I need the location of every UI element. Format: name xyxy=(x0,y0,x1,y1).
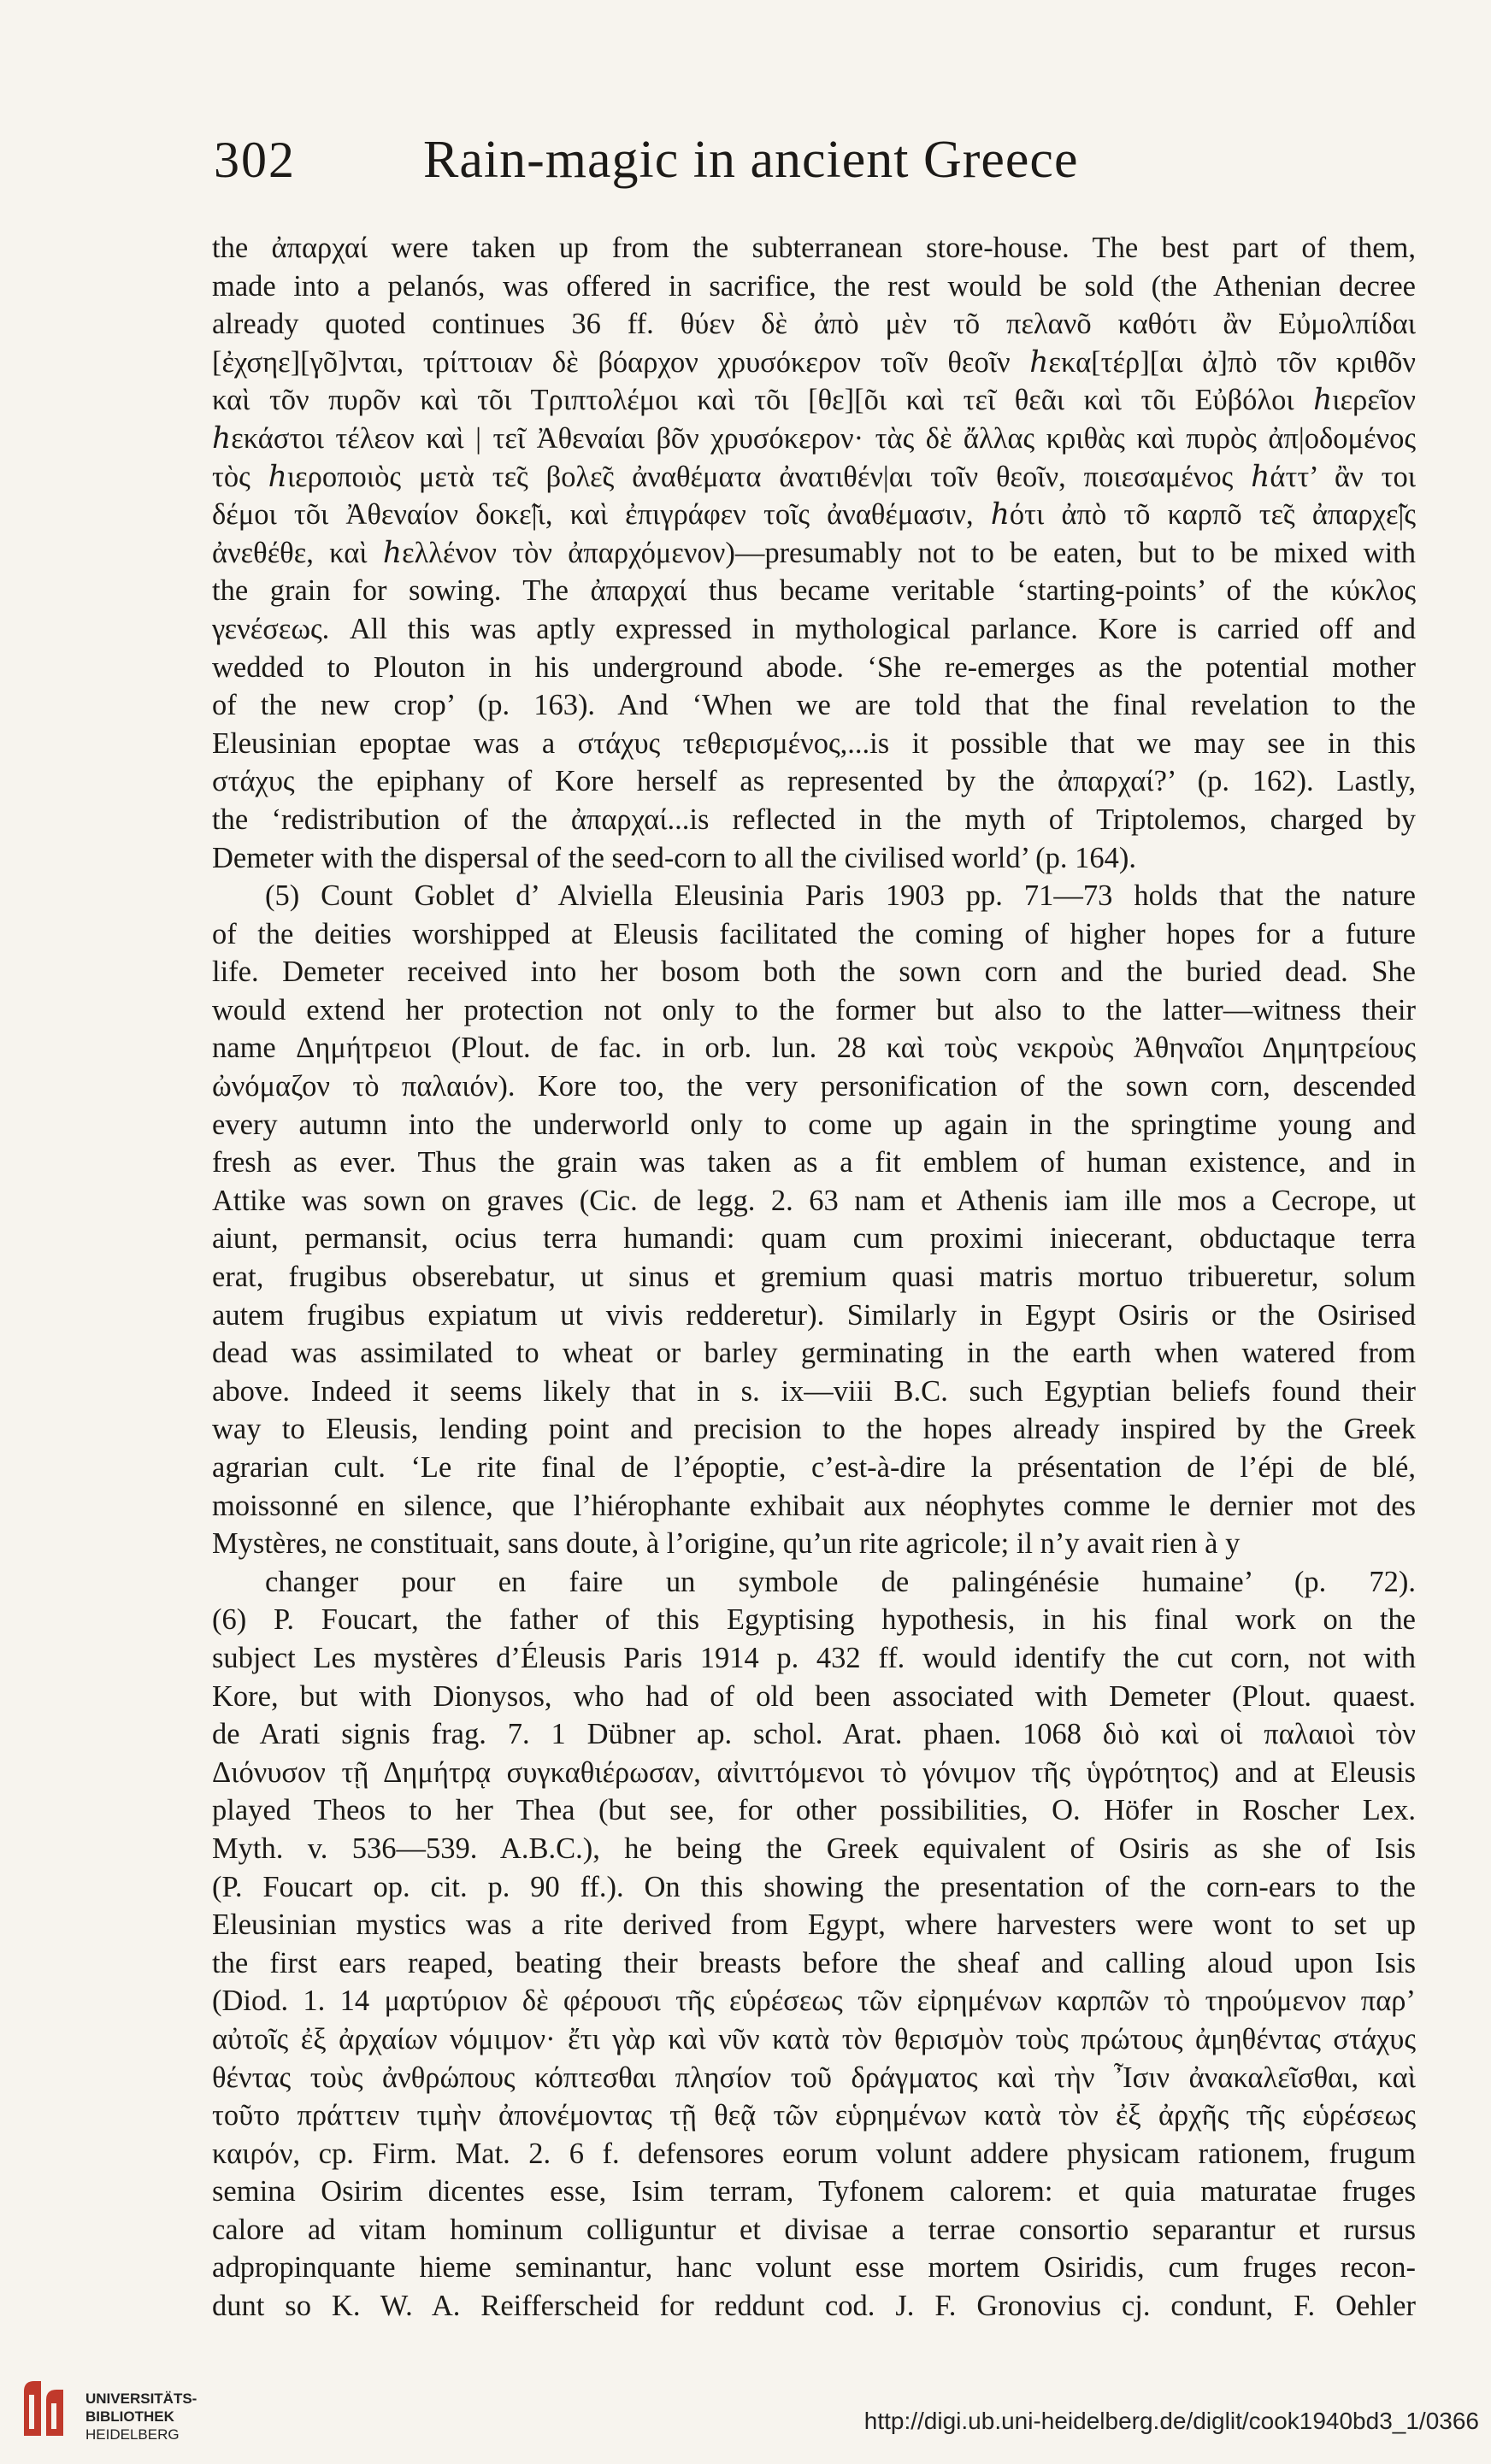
text-line: δέμοι τõι Ἀθεναίον δοκε̃|ι, καὶ ἐπιγράφεν τοῖς ἀναθέμασιν, ℎότι ἀπὸ τõ καρπõ τε̃ς ἀπαρχε̃|ς xyxy=(212,498,1416,532)
university-library-logo xyxy=(15,2374,92,2443)
text-line: ℎεκάστοι τέλεον καὶ | τε̃ι Ἀθεναίαι βõν χρυσόκερον· τὰς δὲ ἄλλας κριθὰς καὶ πυρὸς ἀπ|οδομένος xyxy=(212,421,1416,455)
text-line: autem frugibus expiatum ut vivis redderetur). Similarly in Egypt Osiris or the Osirised xyxy=(212,1298,1416,1332)
source-url-link[interactable]: http://digi.ub.uni-heidelberg.de/diglit/cook1940bd3_1/0366 xyxy=(863,2408,1479,2434)
body-text xyxy=(212,229,1416,2326)
text-line: every autumn into the underworld only to come up again in the springtime young and xyxy=(212,1108,1416,1141)
text-line: calore ad vitam hominum colliguntur et divisae a terrae consortio separantur et rursus xyxy=(212,2213,1416,2246)
text-line: Mystères, ne constituait, sans doute, à l’origine, qu’un rite agricole; il n’y avait rien à y xyxy=(212,1527,1241,1561)
text-line: erat, frugibus obserebatur, ut sinus et gremium quasi matris mortuo tribueretur, solum xyxy=(212,1261,1416,1294)
text-line: the ἀπαρχαί were taken up from the subterranean store-house. The best part of them, xyxy=(212,232,1416,264)
text-line: dunt so K. W. A. Reifferscheid for reddunt cod. J. F. Gronovius cj. condunt, F. Oehler xyxy=(212,2290,1416,2323)
text-line: (Diod. 1. 14 μαρτύριον δὲ φέρουσι τῆς εὑρέσεως τῶν εἰρημένων καρπῶν τὸ τηρούμενον παρ’ xyxy=(212,1985,1416,2018)
library-name-line-2: BIBLIOTHEK xyxy=(85,2408,174,2425)
text-line: Διόνυσον τῇ Δημήτρᾳ συγκαθιέρωσαν, αἰνιττόμενοι τὸ γόνιμον τῆς ὑγρότητος) and at Eleusis xyxy=(212,1755,1416,1789)
text-line: agrarian cult. ‘Le rite final de l’époptie, c’est-à-dire la présentation de l’épi de blé, xyxy=(212,1451,1416,1484)
text-line: name Δημήτρειοι (Plout. de fac. in orb. lun. 28 καὶ τοὺς νεκροὺς Ἀθηναῖοι Δημητρείους xyxy=(212,1032,1416,1065)
text-line: Kore, but with Dionysos, who had of old been associated with Demeter (Plout. quaest. xyxy=(212,1679,1416,1713)
text-line: [ἐχσηε][γõ]νται, τρίττοιαν δὲ βόαρχον χρυσόκερον τοῖν θεοῖν ℎεκα[τέρ][αι ἀ]πὸ τõν κριθõν xyxy=(212,345,1416,379)
text-line: fresh as ever. Thus the grain was taken as a fit emblem of human existence, and in xyxy=(212,1146,1416,1179)
text-line: changer pour en faire un symbole de palingénésie humaine’ (p. 72). xyxy=(265,1565,1416,1598)
text-line: ὠνόμαζον τὸ παλαιόν). Kore too, the very personification of the sown corn, descended xyxy=(212,1070,1416,1103)
text-line: θέντας τοὺς ἀνθρώπους κόπτεσθαι πλησίον τοῦ δράγματος καὶ τὴν Ἶσιν ἀνακαλεῖσθαι, καὶ xyxy=(212,2061,1416,2094)
text-line: wedded to Plouton in his underground abode. ‘She re-emerges as the potential mother xyxy=(212,650,1416,684)
text-line: ἀνεθέθε, καὶ ℎελλένον τὸν ἀπαρχόμενον)—presumably not to be eaten, but to be mixed with xyxy=(212,536,1416,569)
text-line: moissonné en silence, que l’hiérophante exhibait aux néophytes comme le dernier mot des xyxy=(212,1489,1416,1522)
text-line: de Arati signis frag. 7. 1 Dübner ap. schol. Arat. phaen. 1068 διὸ καὶ οἱ παλαιοὶ τὸν xyxy=(212,1718,1416,1751)
page-header xyxy=(214,121,1428,198)
library-name xyxy=(85,2390,197,2443)
text-line: the ‘redistribution of the ἀπαρχαί...is reflected in the myth of Triptolemos, charged by xyxy=(212,803,1416,836)
text-line: semina Osirim dicentes esse, Isim terram, Tyfonem calorem: et quia maturatae fruges xyxy=(212,2175,1416,2208)
text-line: στάχυς the epiphany of Kore herself as represented by the ἀπαρχαί?’ (p. 162). Lastly, xyxy=(212,765,1416,798)
text-line: Eleusinian epoptae was a στάχυς τεθερισμένος,...is it possible that we may see in this xyxy=(212,726,1416,760)
text-line: adpropinquante hieme seminantur, hanc volunt esse mortem Osiridis, cum fruges recon- xyxy=(212,2251,1416,2285)
text-line: way to Eleusis, lending point and precision to the hopes already inspired by the Greek xyxy=(212,1413,1416,1446)
text-line: already quoted continues 36 ff. θύεν δὲ ἀπὸ μὲν τõ πελανõ καθότι ἂν Εὐμολπίδαι xyxy=(212,308,1416,341)
text-line: life. Demeter received into her bosom both the sown corn and the buried dead. She xyxy=(212,956,1416,989)
text-line: the first ears reaped, beating their breasts before the sheaf and calling aloud upon Isis xyxy=(212,1946,1416,1979)
text-line: of the deities worshipped at Eleusis facilitated the coming of higher hopes for a future xyxy=(212,917,1416,950)
text-line: the grain for sowing. The ἀπαρχαί thus became veritable ‘starting-points’ of the κύκλος xyxy=(212,574,1416,608)
text-line: αὐτοῖς ἐξ ἀρχαίων νόμιμον· ἔτι γὰρ καὶ νῦν κατὰ τὸν θερισμὸν τοὺς πρώτους ἀμηθέντας στάχυς xyxy=(212,2022,1416,2055)
text-line: would extend her protection not only to the former but also to the latter—witness their xyxy=(212,993,1416,1026)
page-number: 302 xyxy=(214,132,296,188)
text-line: played Theos to her Thea (but see, for other possibilities, O. Höfer in Roscher Lex. xyxy=(212,1794,1416,1827)
text-line: of the new crop’ (p. 163). And ‘When we are told that the final revelation to the xyxy=(212,689,1416,722)
text-line: (5) Count Goblet d’ Alviella Eleusinia Paris 1903 pp. 71—73 holds that the nature xyxy=(265,879,1416,913)
text-line: subject Les mystères d’Éleusis Paris 1914 p. 432 ff. would identify the cut corn, not with xyxy=(212,1641,1416,1674)
text-line: made into a pelanós, was offered in sacrifice, the rest would be sold (the Athenian decree xyxy=(212,269,1416,303)
text-line: καὶ τõν πυρõν καὶ τõι Τριπτολέμοι καὶ τõι [θε][õι καὶ τε̃ι θεᾶι καὶ τõι Εὐβόλοι ℎιερεῖον xyxy=(212,384,1416,417)
text-line: Demeter with the dispersal of the seed-corn to all the civilised world’ (p. 164). xyxy=(212,841,1136,874)
text-line: (P. Foucart op. cit. p. 90 ff.). On this showing the presentation of the corn-ears to the xyxy=(212,1870,1416,1903)
text-line: Attike was sown on graves (Cic. de legg. 2. 63 nam et Athenis iam ille mos a Cecrope, ut xyxy=(212,1184,1416,1217)
text-line: dead was assimilated to wheat or barley germinating in the earth when watered from xyxy=(212,1337,1416,1370)
text-line: καιρόν, cp. Firm. Mat. 2. 6 f. defensores eorum volunt addere physicam rationem, frugum xyxy=(212,2137,1416,2170)
text-line: Myth. v. 536—539. A.B.C.), he being the Greek equivalent of Osiris as she of Isis xyxy=(212,1832,1416,1865)
text-line: aiunt, permansit, ocius terra humandi: quam cum proximi iniecerant, obductaque terra xyxy=(212,1222,1416,1256)
text-line: γενέσεως. All this was aptly expressed in mythological parlance. Kore is carried off and xyxy=(212,612,1416,645)
text-line: τοῦτο πράττειν τιμὴν ἀπονέμοντας τῇ θεᾷ τῶν εὑρημένων κατὰ τὸν ἐξ ἀρχῆς τῆς εὑρέσεως xyxy=(212,2099,1416,2132)
running-title: Rain-magic in ancient Greece xyxy=(423,131,1079,189)
library-name-line-3: HEIDELBERG xyxy=(85,2426,180,2443)
library-name-line-1: UNIVERSITÄTS- xyxy=(85,2390,197,2407)
text-line: (6) P. Foucart, the father of this Egyptising hypothesis, in his final work on the xyxy=(212,1603,1416,1637)
page-footer xyxy=(0,2340,1491,2464)
text-line: τὸς ℎιεροποιὸς μετὰ τε̃ς βολε̃ς ἀναθέματα ἀνατιθέν|αι τοῖν θεοῖν, ποιεσαμένος ℎάττ’ ἂν τοι xyxy=(212,460,1416,493)
text-line: above. Indeed it seems likely that in s. ix—viii B.C. such Egyptian beliefs found their xyxy=(212,1374,1416,1408)
text-line: Eleusinian mystics was a rite derived from Egypt, where harvesters were wont to set up xyxy=(212,1908,1416,1942)
